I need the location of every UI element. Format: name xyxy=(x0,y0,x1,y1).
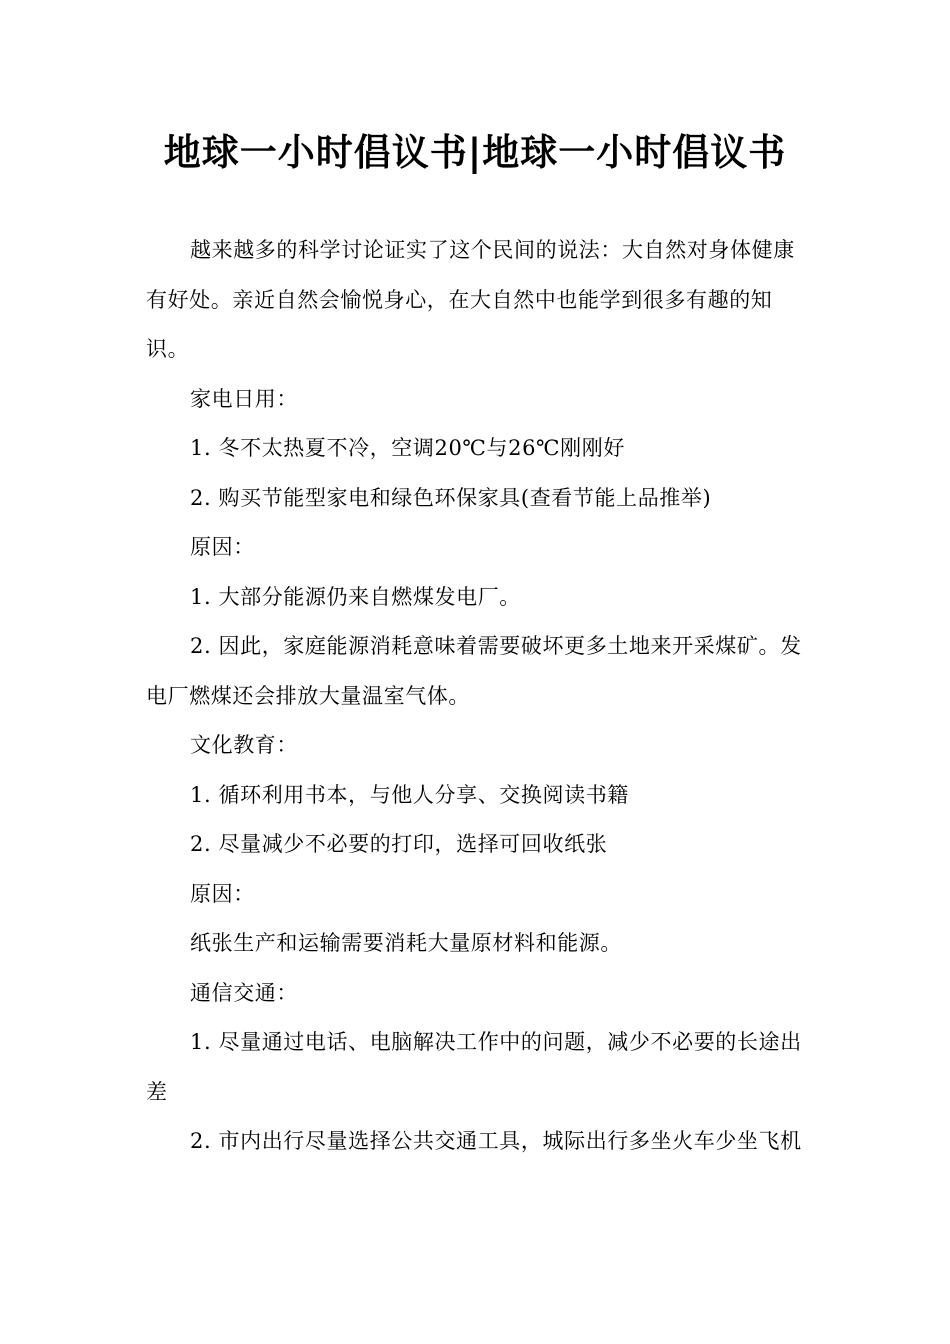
list-item: 1. 冬不太热夏不冷，空调20℃与26℃刚刚好 xyxy=(190,436,625,460)
reason-heading: 原因： xyxy=(190,881,255,906)
list-item: 2. 尽量减少不必要的打印，选择可回收纸张 xyxy=(190,832,608,856)
list-item: 1. 大部分能源仍来自燃煤发电厂。 xyxy=(190,584,521,609)
section-heading-transport: 通信交通： xyxy=(190,980,298,1005)
document-title: 地球一小时倡议书|地球一小时倡议书 xyxy=(163,131,787,174)
section-heading-education: 文化教育： xyxy=(190,733,298,757)
list-item: 1. 尽量通过电话、电脑解决工作中的问题，减少不必要的长途出差 xyxy=(146,1030,802,1104)
section-heading-appliances: 家电日用： xyxy=(190,386,298,411)
reason-heading: 原因： xyxy=(190,535,255,559)
paragraph-reason: 纸张生产和运输需要消耗大量原材料和能源。 xyxy=(190,931,622,955)
document-body xyxy=(146,226,808,1167)
list-item: 2. 因此，家庭能源消耗意味着需要破坏更多土地来开采煤矿。发电厂燃煤还会排放大量温室气体。 xyxy=(146,634,802,708)
list-item: 2. 购买节能型家电和绿色环保家具(查看节能上品推举) xyxy=(190,485,712,510)
list-item: 1. 循环利用书本，与他人分享、交换阅读书籍 xyxy=(190,782,629,807)
list-item: 2. 市内出行尽量选择公共交通工具，城际出行多坐火车少坐飞机 xyxy=(190,1129,802,1153)
paragraph-intro: 越来越多的科学讨论证实了这个民间的说法：大自然对身体健康有好处。亲近自然会愉悦身心，在大自然中也能学到很多有趣的知识。 xyxy=(146,238,795,361)
